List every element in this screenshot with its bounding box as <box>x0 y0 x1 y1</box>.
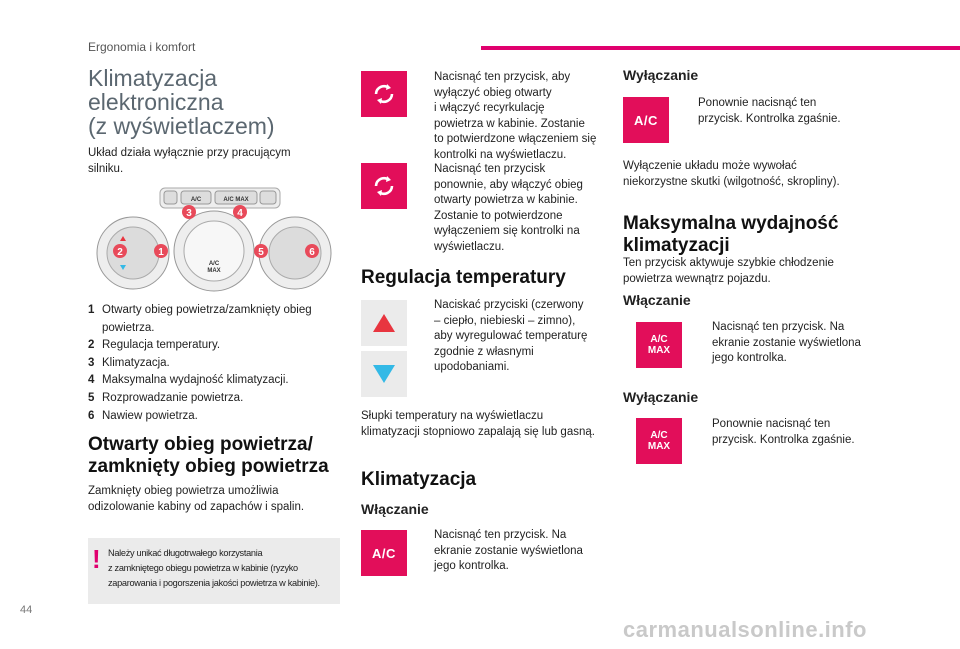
panel-center-max: MAX <box>207 268 221 274</box>
triangle-up-icon <box>371 312 397 334</box>
svg-text:2: 2 <box>117 247 123 258</box>
recirculation-button-2 <box>361 163 407 209</box>
panel-center-ac: A/C <box>208 261 220 267</box>
ac-off-item: Ponownie nacisnąć ten przycisk. Kontrolka zgaśnie. <box>684 96 884 127</box>
warning-icon: ! <box>92 544 101 574</box>
bullet-icon <box>698 320 712 367</box>
bullet-icon <box>420 70 434 164</box>
temp-down-button <box>361 351 407 397</box>
recirc-heading: Otwarty obieg powietrza/ zamknięty obieg powietrza <box>88 434 329 477</box>
recirc-text: Zamknięty obieg powietrza umożliwia odizolowanie kabiny od zapachów i spalin. <box>88 485 305 513</box>
page-title: Klimatyzacja elektroniczna (z wyświetlaczem) <box>88 65 275 139</box>
recirc-off-item: Nacisnąć ten przycisk ponownie, aby włączyć obieg otwarty powietrza w kabinie. Zostanie to potwierdzone wyłączeniem się kontrolki na wyświetlaczu. <box>420 162 620 256</box>
max-off-heading: Wyłączanie <box>623 389 699 405</box>
ac-off-heading: Wyłączanie <box>623 67 699 83</box>
recirculation-button <box>361 71 407 117</box>
ac-max-button <box>636 322 682 368</box>
watermark: carmanualsonline.info <box>623 617 867 642</box>
max-heading: Maksymalna wydajność klimatyzacji <box>623 213 839 256</box>
ac-max-label: A/C MAX <box>647 334 671 356</box>
max-text: Ten przycisk aktywuje szybkie chłodzenie powietrza wewnątrz pojazdu. <box>623 257 834 285</box>
temp-item: Naciskać przyciski (czerwony – ciepło, niebieski – zimno), aby wyregulować temperaturę zgodnie z własnymi upodobaniami. <box>420 298 620 376</box>
max-off-item: Ponownie nacisnąć ten przycisk. Kontrolka zgaśnie. <box>698 417 898 448</box>
legend-item: 1 Otwarty obieg powietrza/zamknięty obieg powietrza. <box>88 304 312 334</box>
temp-heading: Regulacja temperatury <box>361 267 566 288</box>
page-number: 44 <box>20 604 33 616</box>
svg-text:3: 3 <box>186 208 192 219</box>
ac-heading: Klimatyzacja <box>361 469 477 490</box>
panel-acmax-label: A/C MAX <box>223 197 249 203</box>
legend-item: 4 Maksymalna wydajność klimatyzacji. <box>88 374 289 387</box>
recirculation-icon <box>371 173 397 199</box>
svg-text:1: 1 <box>158 247 164 258</box>
legend-item: 5 Rozprowadzanie powietrza. <box>88 391 244 404</box>
bullet-icon <box>420 528 434 575</box>
ac-button <box>361 530 407 576</box>
bullet-icon <box>420 298 434 376</box>
ac-button-label: A/C <box>634 112 658 128</box>
ac-button-label: A/C <box>372 545 396 561</box>
section-header: Ergonomia i komfort <box>88 40 196 54</box>
panel-ac-label: A/C <box>190 197 202 203</box>
recirc-on-item: Nacisnąć ten przycisk, aby wyłączyć obieg otwarty i włączyć recyrkulację powietrza w kabinie. Zostanie to potwierdzone włączeniem się kontrolki na wyświetlaczu. <box>420 70 620 164</box>
intro-text: Układ działa wyłącznie przy pracującym silniku. <box>88 147 291 175</box>
climate-panel-illustration <box>88 185 340 293</box>
bullet-icon <box>684 96 698 127</box>
svg-text:6: 6 <box>309 247 315 258</box>
triangle-down-icon <box>371 363 397 385</box>
ac-off-button <box>623 97 669 143</box>
temp-text: Słupki temperatury na wyświetlaczu klimatyzacji stopniowo zapalają się lub gasną. <box>361 410 595 438</box>
legend-item: 3 Klimatyzacja. <box>88 356 170 369</box>
bullet-icon <box>420 162 434 256</box>
legend-item: 2 Regulacja temperatury. <box>88 339 221 352</box>
ac-on-item: Nacisnąć ten przycisk. Na ekranie zostanie wyświetlona jego kontrolka. <box>420 528 620 575</box>
header-accent-bar <box>481 46 960 50</box>
svg-text:4: 4 <box>237 208 243 219</box>
max-on-heading: Włączanie <box>623 292 691 308</box>
recirculation-icon <box>371 81 397 107</box>
ac-off-text: Wyłączenie układu może wywołać niekorzystne skutki (wilgotność, skropliny). <box>623 160 840 188</box>
max-on-item: Nacisnąć ten przycisk. Na ekranie zostanie wyświetlona jego kontrolka. <box>698 320 898 367</box>
warning-note-text: Należy unikać długotrwałego korzystania z zamkniętego obiegu powietrza w kabinie (ryzyko zaparowania i pogorszenia jakości powietrza w kabinie). <box>108 548 320 588</box>
svg-text:5: 5 <box>258 247 264 258</box>
panel-legend <box>88 302 348 425</box>
temp-up-button <box>361 300 407 346</box>
bullet-icon <box>698 417 712 448</box>
ac-max-label: A/C MAX <box>647 430 671 452</box>
legend-item: 6 Nawiew powietrza. <box>88 409 198 422</box>
ac-on-heading: Włączanie <box>361 501 429 517</box>
ac-max-off-button <box>636 418 682 464</box>
